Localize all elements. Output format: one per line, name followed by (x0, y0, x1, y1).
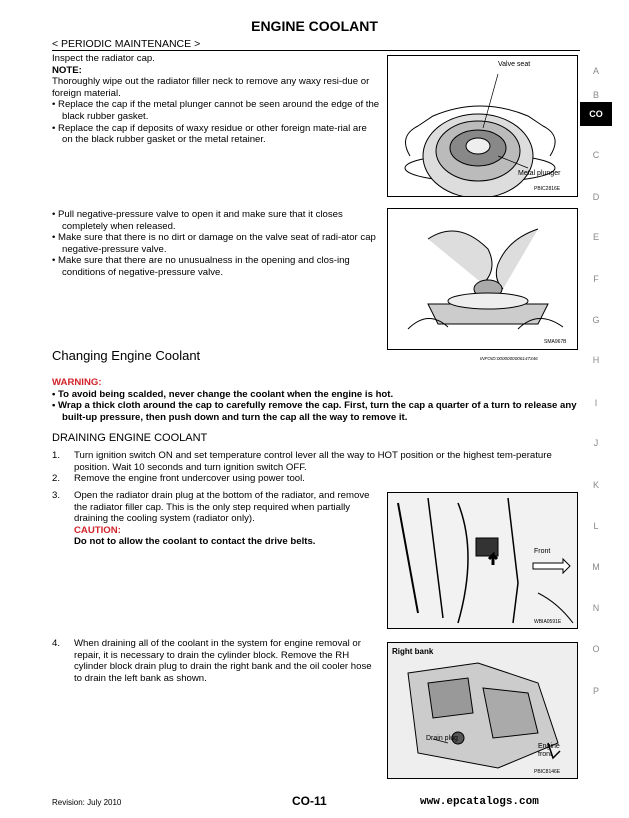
radiator-cap-figure (387, 55, 578, 197)
page-number: CO-11 (292, 794, 327, 808)
bullet-item: • Pull negative-pressure valve to open it and make sure that it closes completely when released. (52, 209, 343, 232)
watermark: www.epcatalogs.com (420, 796, 539, 808)
step-4: 4. When draining all of the coolant in the system for engine removal or repair, it is necessary to drain the cylinder block. Remove the RH cylinder block drain plug to drain the right bank and the oil cooler hose to drain the left bank as shown. (52, 638, 372, 684)
inspect-line: Inspect the radiator cap. (52, 53, 155, 64)
tab-c[interactable]: C (592, 150, 600, 160)
changing-coolant-heading: Changing Engine Coolant (52, 348, 201, 363)
metal-plunger-label: Metal plunger (518, 170, 561, 177)
tab-h[interactable]: H (592, 355, 600, 365)
drain-plug-label: Drain plug (426, 735, 458, 742)
section-breadcrumb: < PERIODIC MAINTENANCE > (52, 38, 201, 50)
caution-label: CAUTION: (74, 524, 121, 536)
bullet-item: • Make sure that there are no unusualness in the opening and clos-ing conditions of negative-pressure valve. (52, 255, 350, 278)
note-text: Thoroughly wipe out the radiator filler neck to remove any waxy resi-due or foreign material. (52, 76, 370, 99)
tab-f[interactable]: F (593, 274, 599, 284)
radiator-drain-figure (387, 492, 578, 629)
draining-steps-1-2 (52, 450, 580, 485)
bullet-item: • Replace the cap if deposits of waxy residue or other foreign mate-rial are on the black rubber gasket or the metal retainer. (52, 122, 367, 146)
warning-item: • Wrap a thick cloth around the cap to carefully remove the cap. First, turn the cap a quarter of a turn to release any built-up pressure, then push down and turn the cap all the way to remove it. (52, 400, 577, 423)
tab-o[interactable]: O (592, 644, 600, 654)
bullet-item: • Replace the cap if the metal plunger cannot be seen around the edge of the black rubber gasket. (52, 99, 380, 122)
caution-text: Do not to allow the coolant to contact the drive belts. (74, 536, 316, 548)
revision-date: Revision: July 2010 (52, 798, 122, 807)
tab-e[interactable]: E (592, 232, 599, 242)
radiator-cap-instructions (52, 53, 380, 146)
figure-id: WBIA0591E (534, 619, 562, 625)
negative-pressure-valve-instructions (52, 209, 380, 279)
tab-co[interactable]: CO (580, 102, 612, 126)
step-3: 3. Open the radiator drain plug at the bottom of the radiator, and remove the radiator filler cap. This is the only step required when partially draining the cooling system (radiator only). CAUTION: Do not to allow the coolant to contact the drive belts. (52, 490, 380, 548)
tab-j[interactable]: J (593, 438, 599, 448)
tab-g[interactable]: G (592, 315, 600, 325)
tab-l[interactable]: L (593, 521, 599, 531)
bullet-item: • Make sure that there is no dirt or damage on the valve seat of radi-ator cap negative-pressure valve. (52, 232, 376, 255)
tab-i[interactable]: I (594, 398, 598, 408)
tab-b[interactable]: B (592, 90, 599, 100)
tab-a[interactable]: A (592, 66, 599, 76)
warning-block (52, 377, 580, 423)
figure-id: SMA967B (544, 339, 567, 345)
warning-label: WARNING: (52, 377, 102, 388)
info-id: INFOID:0000000006147346 (480, 356, 538, 361)
valve-seat-label: Valve seat (498, 61, 531, 68)
tab-m[interactable]: M (592, 562, 600, 572)
step-item: 1. Turn ignition switch ON and set temperature control lever all the way to HOT position or the highest tem-perature position. Wait 10 seconds and turn ignition switch OFF. (52, 450, 552, 473)
radiator-drain-drawing (388, 493, 577, 628)
front-label: Front (534, 548, 551, 555)
header-rule (52, 50, 580, 51)
warning-item: • To avoid being scalded, never change the coolant when the engine is hot. (52, 388, 394, 400)
tab-n[interactable]: N (592, 603, 600, 613)
cylinder-block-drain-figure (387, 642, 578, 779)
page-title: ENGINE COOLANT (251, 18, 378, 34)
tab-k[interactable]: K (592, 480, 599, 490)
tab-d[interactable]: D (592, 192, 600, 202)
valve-pull-drawing (388, 209, 577, 349)
right-bank-label: Right bank (392, 647, 434, 656)
note-label: NOTE: (52, 64, 82, 76)
figure-id: PBIC8146E (534, 769, 561, 775)
draining-heading: DRAINING ENGINE COOLANT (52, 432, 208, 444)
tab-p[interactable]: P (592, 686, 599, 696)
engine-front-label: Engine front (538, 743, 560, 758)
valve-pull-figure (387, 208, 578, 350)
figure-id: PBIC2816E (534, 186, 561, 192)
step-item: 2. Remove the engine front undercover using power tool. (52, 473, 305, 485)
